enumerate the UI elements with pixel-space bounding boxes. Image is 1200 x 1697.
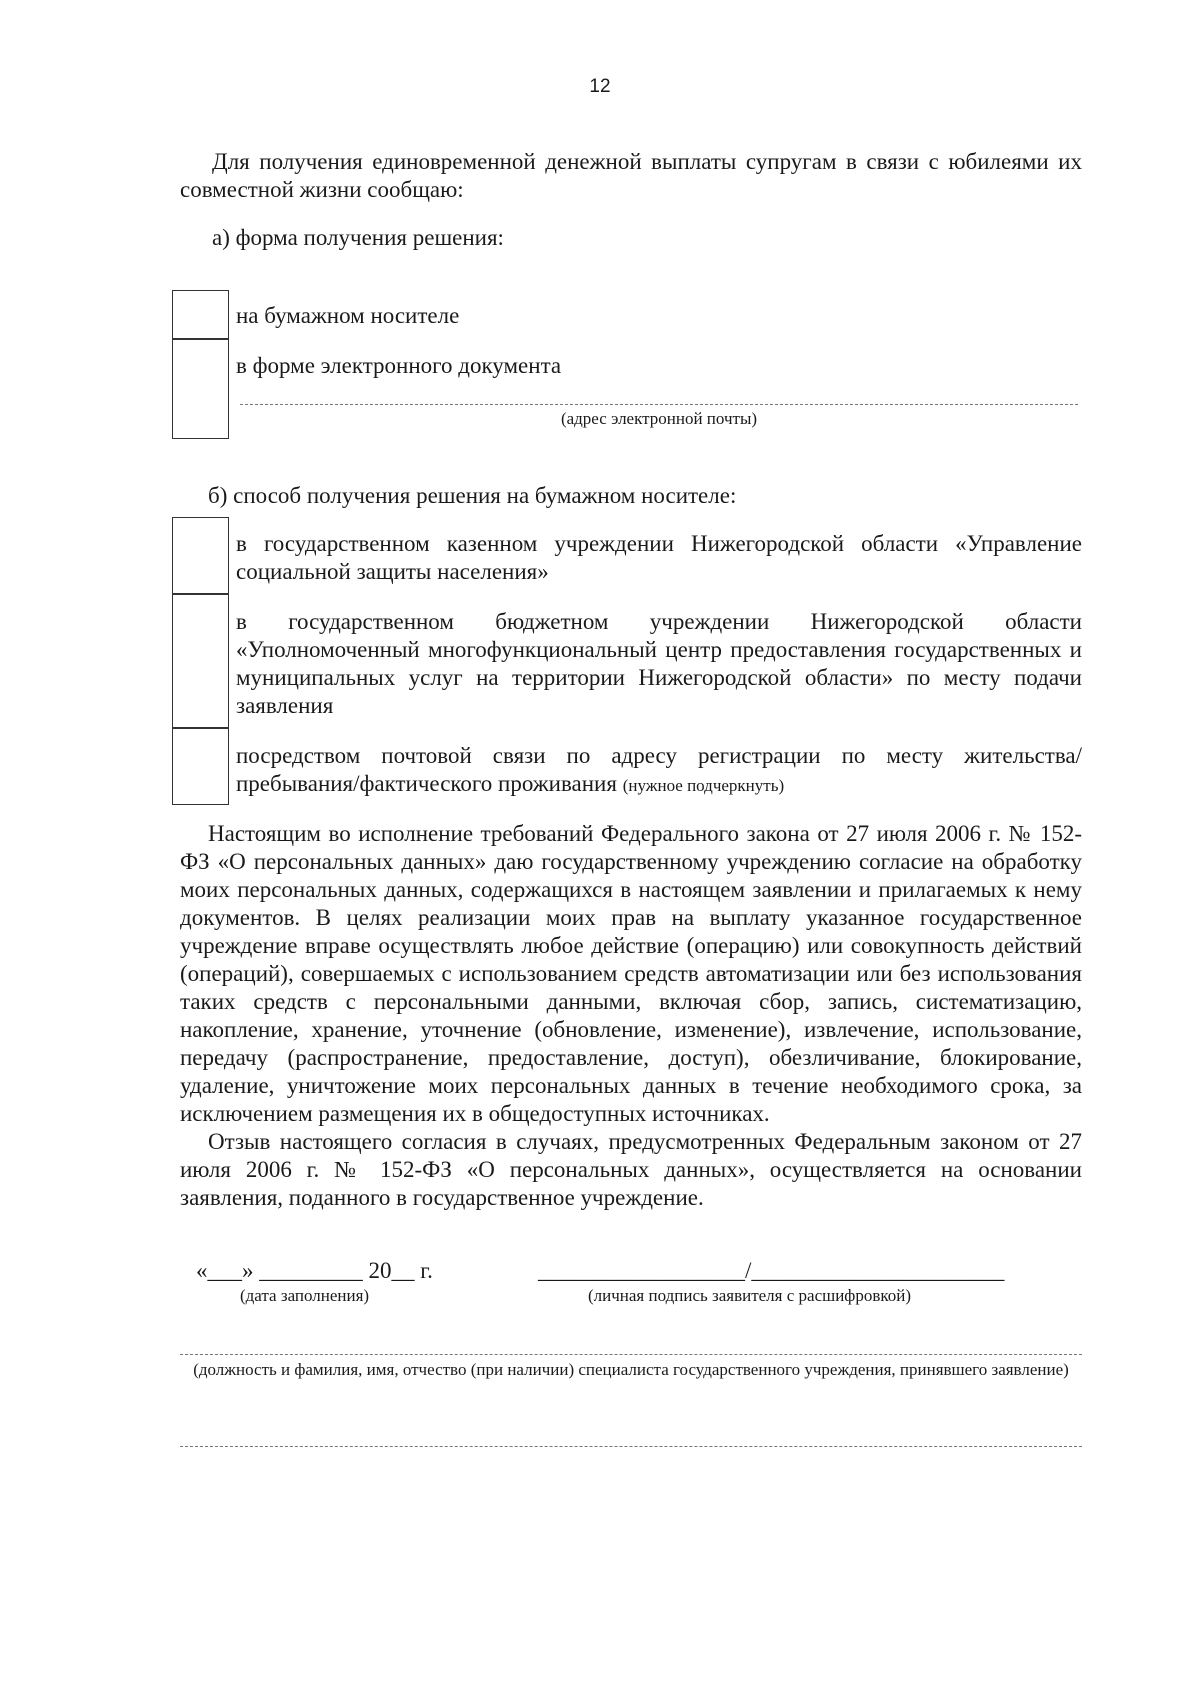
signature-caption: (личная подпись заявителя с расшифровкой) xyxy=(588,1286,912,1305)
checkbox-paper[interactable] xyxy=(172,290,229,340)
option-usz-label: в государственном казенном учреждении Нижегородской области «Управление социальной защиты населения» xyxy=(236,531,1082,584)
bottom-line xyxy=(180,1446,1082,1447)
section-a-title: а) форма получения решения: xyxy=(212,225,504,250)
checkbox-post[interactable] xyxy=(172,727,229,805)
checkbox-usz[interactable] xyxy=(172,517,229,595)
email-caption: (адрес электронной почты) xyxy=(560,409,758,428)
date-line[interactable]: «___» _________ 20__ г. xyxy=(196,1258,433,1283)
option-electronic-label: в форме электронного документа xyxy=(236,353,562,378)
signature-line[interactable]: __________________/______________________ xyxy=(538,1258,1005,1283)
specialist-line[interactable] xyxy=(180,1354,1082,1355)
option-mfc-label: в государственном бюджетном учреждении Нижегородской области «Уполномоченный многофункциональный центр предоставления государственных и муниципальных услуг на территории Нижегородской области» по месту подачи заявления xyxy=(236,609,1082,718)
consent-paragraph-2: Отзыв настоящего согласия в случаях, предусмотренных Федеральным законом от 27 июля 2006 г. № 152-ФЗ «О персональных данных», осуществляется на основании заявления, поданного в государственное учреждение. xyxy=(180,1129,1082,1210)
date-caption: (дата заполнения) xyxy=(240,1286,370,1305)
email-input-line[interactable] xyxy=(240,404,1078,405)
checkbox-mfc[interactable] xyxy=(172,593,229,729)
page-number: 12 xyxy=(589,76,611,97)
consent-block xyxy=(180,820,1082,1212)
consent-paragraph-1: Настоящим во исполнение требований Федерального закона от 27 июля 2006 г. № 152-ФЗ «О персональных данных» даю государственному учреждению согласие на обработку моих персональных данных, содержащихся в настоящем заявлении и прилагаемых к нему документов. В целях реализации моих прав на выплату указанное государственное учреждение вправе осуществлять любое действие (операцию) или совокупность действий (операций), совершаемых с использованием средств автоматизации или без использования таких средств с персональными данными, включая сбор, запись, систематизацию, накопление, хранение, уточнение (обновление, изменение), извлечение, использование, передачу (распространение, предоставление, доступ), обезличивание, блокирование, удаление, уничтожение моих персональных данных в течение необходимого срока, за исключением размещения их в общедоступных источниках. xyxy=(180,821,1082,1126)
option-post-text: посредством почтовой связи по адресу регистрации по месту жительства/пребывания/фактического проживания xyxy=(236,743,1082,796)
intro-paragraph: Для получения единовременной денежной выплаты супругам в связи с юбилеями их совместной жизни сообщаю: xyxy=(180,149,1082,202)
checkbox-electronic[interactable] xyxy=(172,338,229,439)
option-post-label xyxy=(236,742,1082,798)
specialist-caption: (должность и фамилия, имя, отчество (при наличии) специалиста государственного учреждения, принявшего заявление) xyxy=(193,1360,1069,1379)
section-b-title: б) способ получения решения на бумажном носителе: xyxy=(208,483,737,508)
option-post-note: (нужное подчеркнуть) xyxy=(622,776,785,795)
option-paper-label: на бумажном носителе xyxy=(236,303,460,328)
